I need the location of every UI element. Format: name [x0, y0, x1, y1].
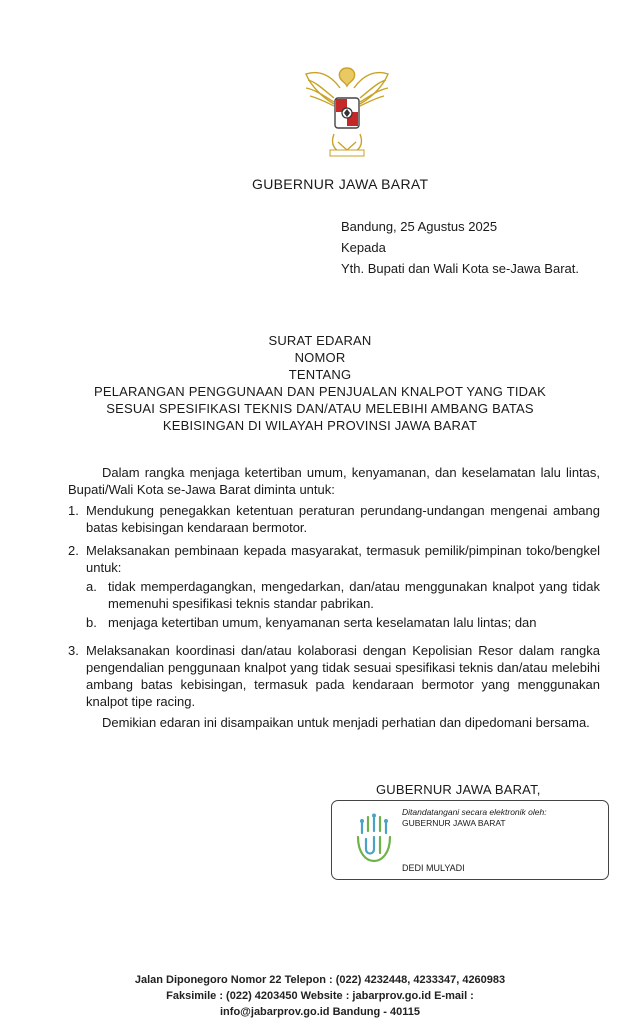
esign-note: Ditandatangani secara elektronik oleh: — [402, 807, 547, 817]
esign-office: GUBERNUR JAWA BARAT — [402, 818, 506, 828]
e-signature-box — [331, 800, 609, 880]
item-1-number: 1. — [68, 503, 79, 518]
item-1-text: Mendukung penegakkan ketentuan peraturan perundang-undangan mengenai ambang batas kebisingan kendaraan bermotor. — [86, 503, 600, 535]
intro-paragraph: Dalam rangka menjaga ketertiban umum, kenyamanan, dan keselamatan lalu lintas, Bupati/Wali Kota se-Jawa Barat diminta untuk: — [68, 465, 600, 497]
footer-line-2: Faksimile : (022) 4203450 Website : jabarprov.go.id E-mail : — [166, 990, 474, 1002]
signer-name: DEDI MULYADI — [402, 863, 465, 873]
title-tentang: TENTANG — [288, 367, 352, 382]
item-3-number: 3. — [68, 643, 79, 658]
to-label: Kepada — [341, 240, 386, 255]
subject-line-3: KEBISINGAN DI WILAYAH PROVINSI JAWA BARAT — [162, 418, 478, 433]
jabar-esign-logo-icon — [350, 813, 398, 865]
signature-title: GUBERNUR JAWA BARAT, — [376, 782, 541, 797]
esign-caption — [402, 807, 547, 829]
closing-paragraph: Demikian edaran ini disampaikan untuk menjadi perhatian dan dipedomani bersama. — [102, 715, 590, 730]
footer-line-1: Jalan Diponegoro Nomor 22 Telepon : (022) 4232448, 4233347, 4260983 — [134, 974, 506, 986]
garuda-emblem-icon — [300, 62, 394, 158]
subitem-a-letter: a. — [86, 579, 97, 594]
footer-line-3: info@jabarprov.go.id Bandung - 40115 — [220, 1006, 420, 1018]
title-block — [0, 332, 640, 434]
address-block — [341, 216, 579, 279]
title-nomor: NOMOR — [294, 350, 346, 365]
footer — [0, 972, 640, 1020]
subject-line-1: PELARANGAN PENGGUNAAN DAN PENJUALAN KNALPOT YANG TIDAK — [94, 384, 546, 399]
recipient: Yth. Bupati dan Wali Kota se-Jawa Barat. — [341, 261, 579, 276]
subject-line-2: SESUAI SPESIFIKASI TEKNIS DAN/ATAU MELEBIHI AMBANG BATAS — [106, 401, 534, 416]
item-2-number: 2. — [68, 543, 79, 558]
office-heading: GUBERNUR JAWA BARAT — [252, 176, 429, 192]
place-date: Bandung, 25 Agustus 2025 — [341, 219, 498, 234]
item-2-text: Melaksanakan pembinaan kepada masyarakat, termasuk pemilik/pimpinan toko/bengkel untuk: — [86, 543, 600, 575]
subitem-b-text: menjaga ketertiban umum, kenyamanan serta keselamatan lalu lintas; dan — [108, 615, 537, 630]
title-surat-edaran: SURAT EDARAN — [268, 333, 372, 348]
subitem-b-letter: b. — [86, 615, 97, 630]
subitem-a-text: tidak memperdagangkan, mengedarkan, dan/atau menggunakan knalpot yang tidak memenuhi spesifikasi teknis standar pabrikan. — [108, 579, 600, 611]
item-3-text: Melaksanakan koordinasi dan/atau kolaborasi dengan Kepolisian Resor dalam rangka pengendalian penggunaan knalpot yang tidak sesuai spesifikasi teknis dan/atau melebihi ambang batas kebisingan, termasuk pada kendaraan bermotor yang menggunakan knalpot tipe racing. — [86, 643, 600, 709]
